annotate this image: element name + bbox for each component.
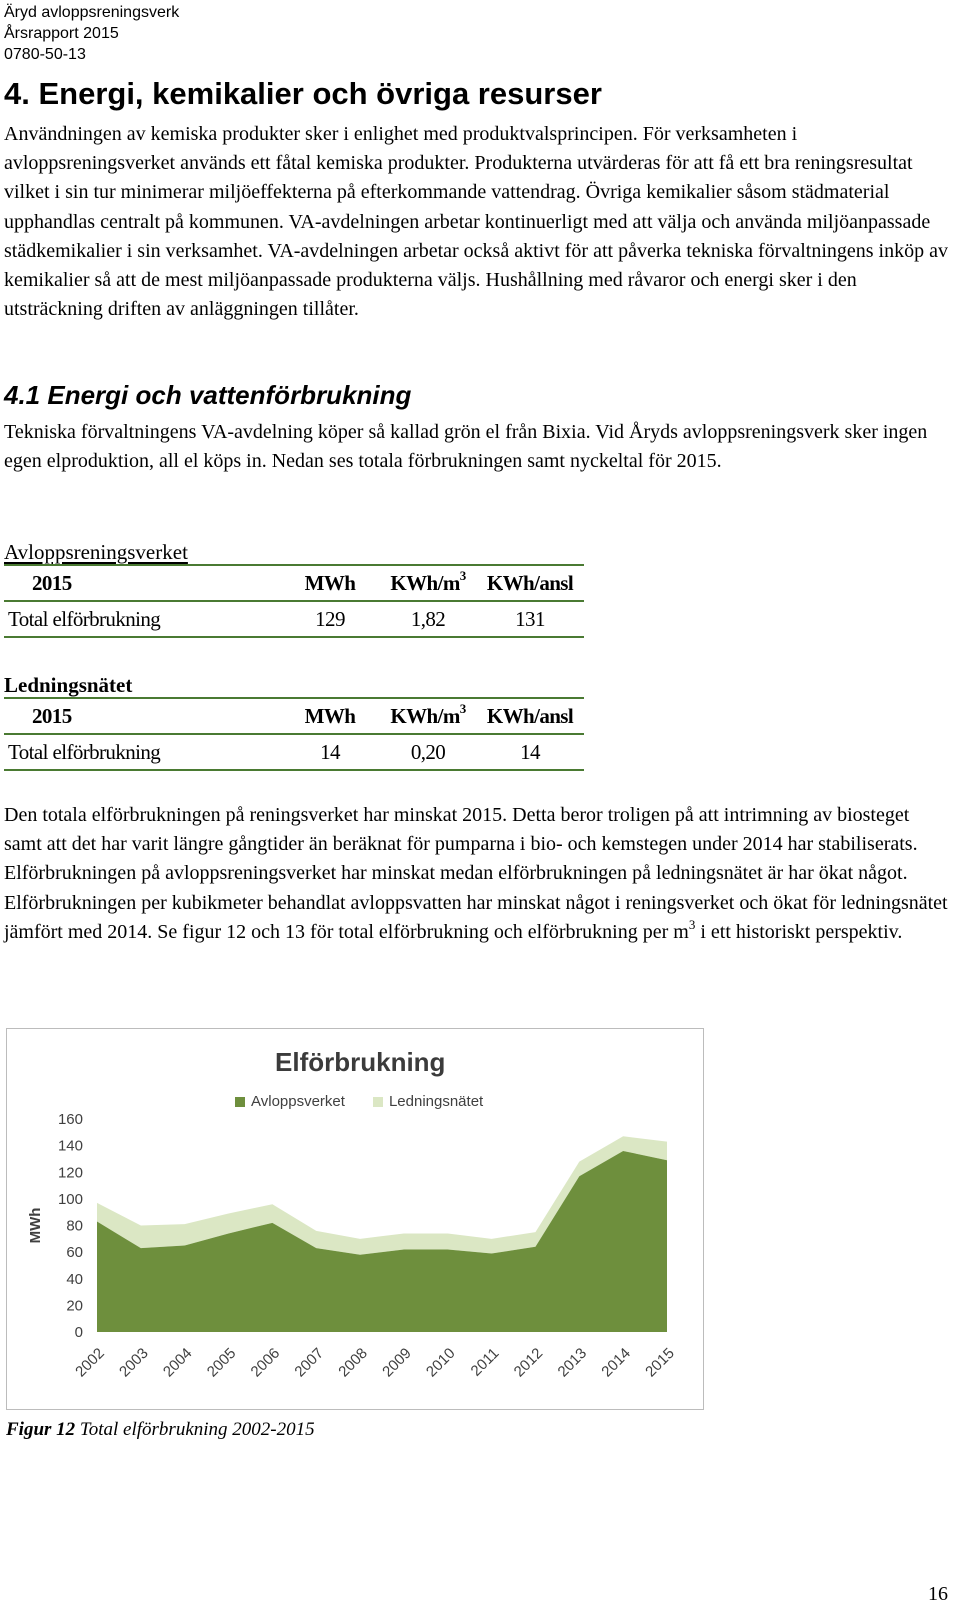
energy-table-ledningsnatet — [4, 697, 584, 771]
x-tick-label: 2006 — [247, 1344, 284, 1381]
y-tick-label: 100 — [57, 1190, 83, 1208]
y-tick-label: 0 — [74, 1324, 83, 1341]
x-tick-label: 2007 — [291, 1344, 328, 1381]
analysis-paragraph: Den totala elförbrukningen på reningsverket har minskat 2015. Detta beror troligen på att intrimning av biosteget samt att det har varit längre gångtider än beräknat för pumparna i bio- och kemstegen under 2014 har stabiliserats. Elförbrukningen på avloppsreningsverket har minskat medan elförbrukningen på ledningsnätet är har ökat något. Elförbrukningen per kubikmeter behandlat avloppsvatten har minskat något i reningsverket och ökat för ledningsnätet jämfört med 2014. Se figur 12 och 13 för total elförbrukning och elförbrukning per $m^3$ i ett historiskt perspektiv. — [4, 804, 948, 943]
table-cell-kwh-per-m3: 0,20 — [380, 734, 476, 770]
table-heading-ledningsnatet: Ledningsnätet — [4, 673, 133, 697]
y-tick-label: 40 — [66, 1270, 83, 1288]
energy-chart — [6, 1028, 704, 1410]
chart-plot — [7, 1029, 703, 1409]
legend-label-ledningsnatet: Ledningsnätet — [388, 1093, 484, 1110]
table-cell-mwh: 14 — [280, 734, 380, 770]
page-number: 16 — [928, 1583, 948, 1605]
table-header-kwh-per-m3: KWh/$m^3$ — [380, 565, 476, 601]
x-tick-label: 2008 — [335, 1344, 371, 1381]
header-plant-name: Äryd avloppsreningsverk — [4, 4, 180, 21]
table-cell-kwh-per-m3: 1,82 — [380, 601, 476, 637]
energy-table-avloppsreningsverket — [4, 564, 584, 638]
table-cell-label: Total elförbrukning — [4, 601, 280, 637]
subsection-title: 4.1 Energi och vattenförbrukning — [4, 380, 412, 410]
table-header-row — [4, 698, 584, 734]
y-axis-label: MWh — [27, 1207, 44, 1244]
x-tick-label: 2014 — [598, 1344, 634, 1381]
table-header-kwh-per-m3: KWh/$m^3$ — [380, 698, 476, 734]
header-reference-number: 0780-50-13 — [4, 46, 86, 63]
table-header-year: 2015 — [4, 698, 280, 734]
x-tick-label: 2005 — [203, 1344, 240, 1381]
legend-label-avloppsverket: Avloppsverket — [251, 1093, 345, 1110]
y-tick-label: 20 — [66, 1297, 83, 1315]
figure-label: Figur 12 — [6, 1419, 76, 1440]
x-tick-label: 2009 — [379, 1344, 415, 1381]
chart-title: Elförbrukning — [275, 1047, 446, 1077]
table-row — [4, 734, 584, 770]
x-tick-label: 2013 — [554, 1344, 591, 1381]
table-row — [4, 601, 584, 637]
x-tick-label: 2010 — [422, 1344, 459, 1381]
x-tick-label: 2012 — [510, 1344, 547, 1381]
x-tick-label: 2003 — [116, 1344, 152, 1381]
figure-caption — [6, 1419, 315, 1441]
table-cell-mwh: 129 — [280, 601, 380, 637]
table-cell-label: Total elförbrukning — [4, 734, 280, 770]
figure-caption-text: Total elförbrukning 2002-2015 — [75, 1419, 315, 1440]
y-tick-label: 80 — [66, 1217, 83, 1235]
table-heading-avloppsreningsverket: Avloppsreningsverket — [4, 540, 188, 564]
y-tick-label: 120 — [57, 1164, 83, 1182]
header-report-year: Årsrapport 2015 — [4, 25, 119, 42]
x-tick-label: 2004 — [159, 1344, 196, 1381]
section-paragraph: Användningen av kemiska produkter sker i enlighet med produktvalsprincipen. För verksamheten i avloppsreningsverket används ett fåtal kemiska produkter. Produkterna utvärderas för att få ett bra reningsresultat vilket i sin tur minimerar miljöeffekterna på efterkommande vattendrag. Övriga kemikalier såsom städmaterial upphandlas centralt på kommunen. VA-avdelningen arbetar kontinuerligt med att välja och använda miljöanpassade städkemikalier i sin verksamhet. VA-avdelningen arbetar också aktivt för att påverka tekniska förvaltningens inköp av kemikalier så att de mest miljöanpassade produkterna väljs. Hushållning med råvaror och energi sker i den utsträckning driften av anläggningen tillåter. — [4, 123, 948, 321]
table-header-mwh: MWh — [280, 698, 380, 734]
table-header-row — [4, 565, 584, 601]
y-tick-label: 140 — [57, 1137, 83, 1155]
subsection-paragraph: Tekniska förvaltningens VA-avdelning köper så kallad grön el från Bixia. Vid Åryds avloppsreningsverk sker ingen egen elproduktion, all el köps in. Nedan ses totala förbrukningen samt nyckeltal för 2015. — [4, 421, 928, 473]
table-header-year: 2015 — [4, 565, 280, 601]
document-header — [4, 2, 179, 65]
table-header-mwh: MWh — [280, 565, 380, 601]
table-header-kwh-per-connection: KWh/ansl — [476, 565, 584, 601]
table-cell-kwh-per-connection: 14 — [476, 734, 584, 770]
table-header-kwh-per-connection: KWh/ansl — [476, 698, 584, 734]
x-tick-label: 2011 — [467, 1344, 503, 1380]
x-tick-label: 2002 — [72, 1344, 108, 1381]
y-tick-label: 60 — [66, 1244, 83, 1262]
table-cell-kwh-per-connection: 131 — [476, 601, 584, 637]
section-title: 4. Energi, kemikalier och övriga resurser — [4, 76, 602, 111]
y-tick-label: 160 — [57, 1111, 83, 1128]
x-tick-label: 2015 — [642, 1344, 678, 1381]
